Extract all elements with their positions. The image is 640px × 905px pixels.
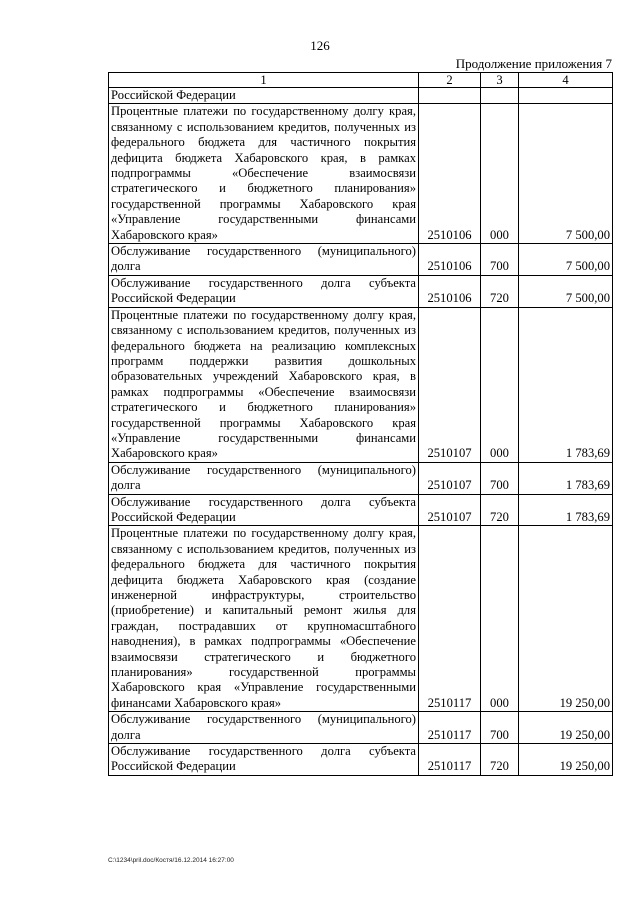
row-description: Российской Федерации bbox=[109, 88, 419, 104]
row-description: Обслуживание государственного долга субъекта Российской Федерации bbox=[109, 744, 419, 776]
amount: 7 500,00 bbox=[519, 275, 613, 307]
table-row bbox=[109, 275, 613, 307]
table-row bbox=[109, 712, 613, 744]
amount: 1 783,69 bbox=[519, 307, 613, 462]
column-header: 2 bbox=[419, 73, 481, 88]
target-code: 2510107 bbox=[419, 462, 481, 494]
amount: 1 783,69 bbox=[519, 494, 613, 526]
row-description: Процентные платежи по государственному долгу края, связанному с использованием кредитов, полученных из федерального бюджета на реализацию комплексных программ поддержки развития дошкольных образовательных учреждений Хабаровского края, в рамках подпрограммы «Обеспечение взаимосвязи стратегического и бюджетного планирования» государственной программы Хабаровского края «Управление государственными финансами Хабаровского края» bbox=[109, 307, 419, 462]
target-code: 2510117 bbox=[419, 712, 481, 744]
continuation-label: Продолжение приложения 7 bbox=[455, 56, 612, 71]
column-header: 3 bbox=[481, 73, 519, 88]
target-code: 2510117 bbox=[419, 526, 481, 712]
table-row bbox=[109, 88, 613, 104]
target-code: 2510106 bbox=[419, 275, 481, 307]
target-code: 2510107 bbox=[419, 494, 481, 526]
expense-type bbox=[481, 88, 519, 104]
expense-type: 000 bbox=[481, 307, 519, 462]
expense-type: 720 bbox=[481, 494, 519, 526]
expense-type: 700 bbox=[481, 244, 519, 276]
table-row bbox=[109, 307, 613, 462]
column-header: 1 bbox=[109, 73, 419, 88]
table-row bbox=[109, 462, 613, 494]
expense-type: 000 bbox=[481, 526, 519, 712]
row-description: Обслуживание государственного (муниципального) долга bbox=[109, 462, 419, 494]
amount: 7 500,00 bbox=[519, 244, 613, 276]
row-description: Обслуживание государственного (муниципального) долга bbox=[109, 244, 419, 276]
column-header: 4 bbox=[519, 73, 613, 88]
expense-type: 720 bbox=[481, 744, 519, 776]
expense-type: 700 bbox=[481, 712, 519, 744]
amount bbox=[519, 88, 613, 104]
amount: 1 783,69 bbox=[519, 462, 613, 494]
target-code bbox=[419, 88, 481, 104]
table-row bbox=[109, 104, 613, 244]
amount: 19 250,00 bbox=[519, 744, 613, 776]
amount: 7 500,00 bbox=[519, 104, 613, 244]
target-code: 2510117 bbox=[419, 744, 481, 776]
target-code: 2510106 bbox=[419, 104, 481, 244]
row-description: Обслуживание государственного долга субъекта Российской Федерации bbox=[109, 494, 419, 526]
expense-type: 720 bbox=[481, 275, 519, 307]
file-path-footer: C:\1234\pril.doc/Костя/16.12.2014 16:27:00 bbox=[108, 857, 234, 864]
expense-type: 000 bbox=[481, 104, 519, 244]
target-code: 2510106 bbox=[419, 244, 481, 276]
table-row bbox=[109, 244, 613, 276]
table-header-row bbox=[109, 73, 613, 88]
row-description: Обслуживание государственного (муниципального) долга bbox=[109, 712, 419, 744]
amount: 19 250,00 bbox=[519, 712, 613, 744]
row-description: Обслуживание государственного долга субъекта Российской Федерации bbox=[109, 275, 419, 307]
budget-table bbox=[108, 72, 613, 776]
target-code: 2510107 bbox=[419, 307, 481, 462]
amount: 19 250,00 bbox=[519, 526, 613, 712]
row-description: Процентные платежи по государственному долгу края, связанному с использованием кредитов, полученных из федерального бюджета для частичного покрытия дефицита бюджета Хабаровского края (создание инженерной инфраструктуры, строительство (приобретение) и капитальный ремонт жилья для граждан, пострадавших от крупномасштабного наводнения), в рамках подпрограммы «Обеспечение взаимосвязи стратегического и бюджетного планирования» государственной программы Хабаровского края «Управление государственными финансами Хабаровского края» bbox=[109, 526, 419, 712]
table-row bbox=[109, 526, 613, 712]
row-description: Процентные платежи по государственному долгу края, связанному с использованием кредитов, полученных из федерального бюджета для частичного покрытия дефицита бюджета Хабаровского края, в рамках подпрограммы «Обеспечение взаимосвязи стратегического и бюджетного планирования» государственной программы Хабаровского края «Управление государственными финансами Хабаровского края» bbox=[109, 104, 419, 244]
table-row bbox=[109, 494, 613, 526]
table-row bbox=[109, 744, 613, 776]
expense-type: 700 bbox=[481, 462, 519, 494]
page-number: 126 bbox=[310, 38, 330, 53]
